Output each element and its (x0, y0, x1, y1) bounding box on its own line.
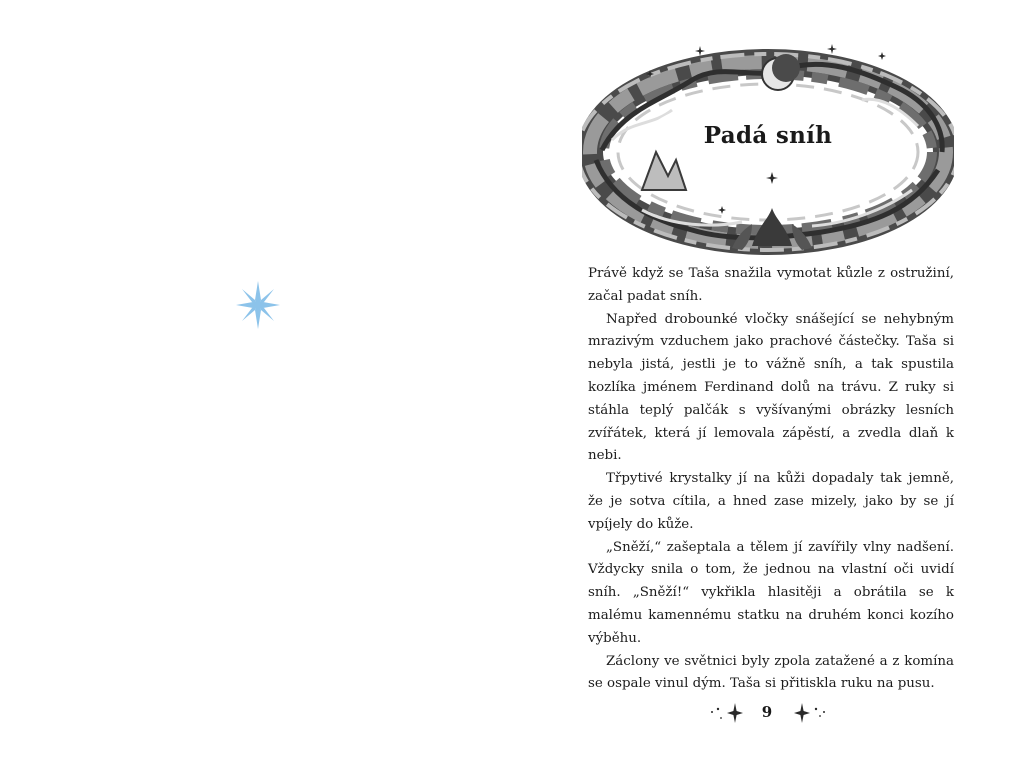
moonlit-sky-swirl-frame (582, 40, 954, 260)
page-number: 9 (761, 703, 773, 721)
chapter-title: Padá sníh (703, 122, 833, 149)
paragraph: Třpytivé krystalky jí na kůži dopadaly tak jemně, že je sotva cítila, a hned zase mizely, jako by se jí vpíjely do kůže. (588, 471, 954, 532)
sparkle-dots-icon (790, 700, 826, 726)
chapter-body (588, 263, 954, 696)
right-page (512, 0, 1024, 768)
paragraph: Napřed drobounké vločky snášející se nehybným mrazivým vzduchem jako prachové částečky. Taša si nebyla jistá, jestli je to vážně sníh, a tak spustila kozlíka jménem Ferdinand dolů na trávu. Z ruky si stáhla teplý palčák s vyšívanými obrázky lesních zvířátek, která jí lemovala zápěstí, a zvedla dlaň k nebi. (588, 311, 954, 464)
sparkle-star-icon (236, 281, 280, 329)
paragraph: „Sněží,“ zašeptala a tělem jí zavířily vlny nadšení. Vždycky snila o tom, že jednou na vlastní oči uvidí sníh. „Sněží!“ vykřikla hlasitěji a obrátila se k malému kamennému statku na druhém konci kozího výběhu. (588, 539, 954, 646)
paragraph: Záclony ve světnici byly zpola zatažené a z komína se ospale vinul dým. Taša si přitiskla ruku na pusu. (588, 653, 954, 692)
paragraph: Právě když se Taša snažila vymotat kůzle z ostružiní, začal padat sníh. (588, 266, 954, 304)
folio (692, 700, 842, 728)
